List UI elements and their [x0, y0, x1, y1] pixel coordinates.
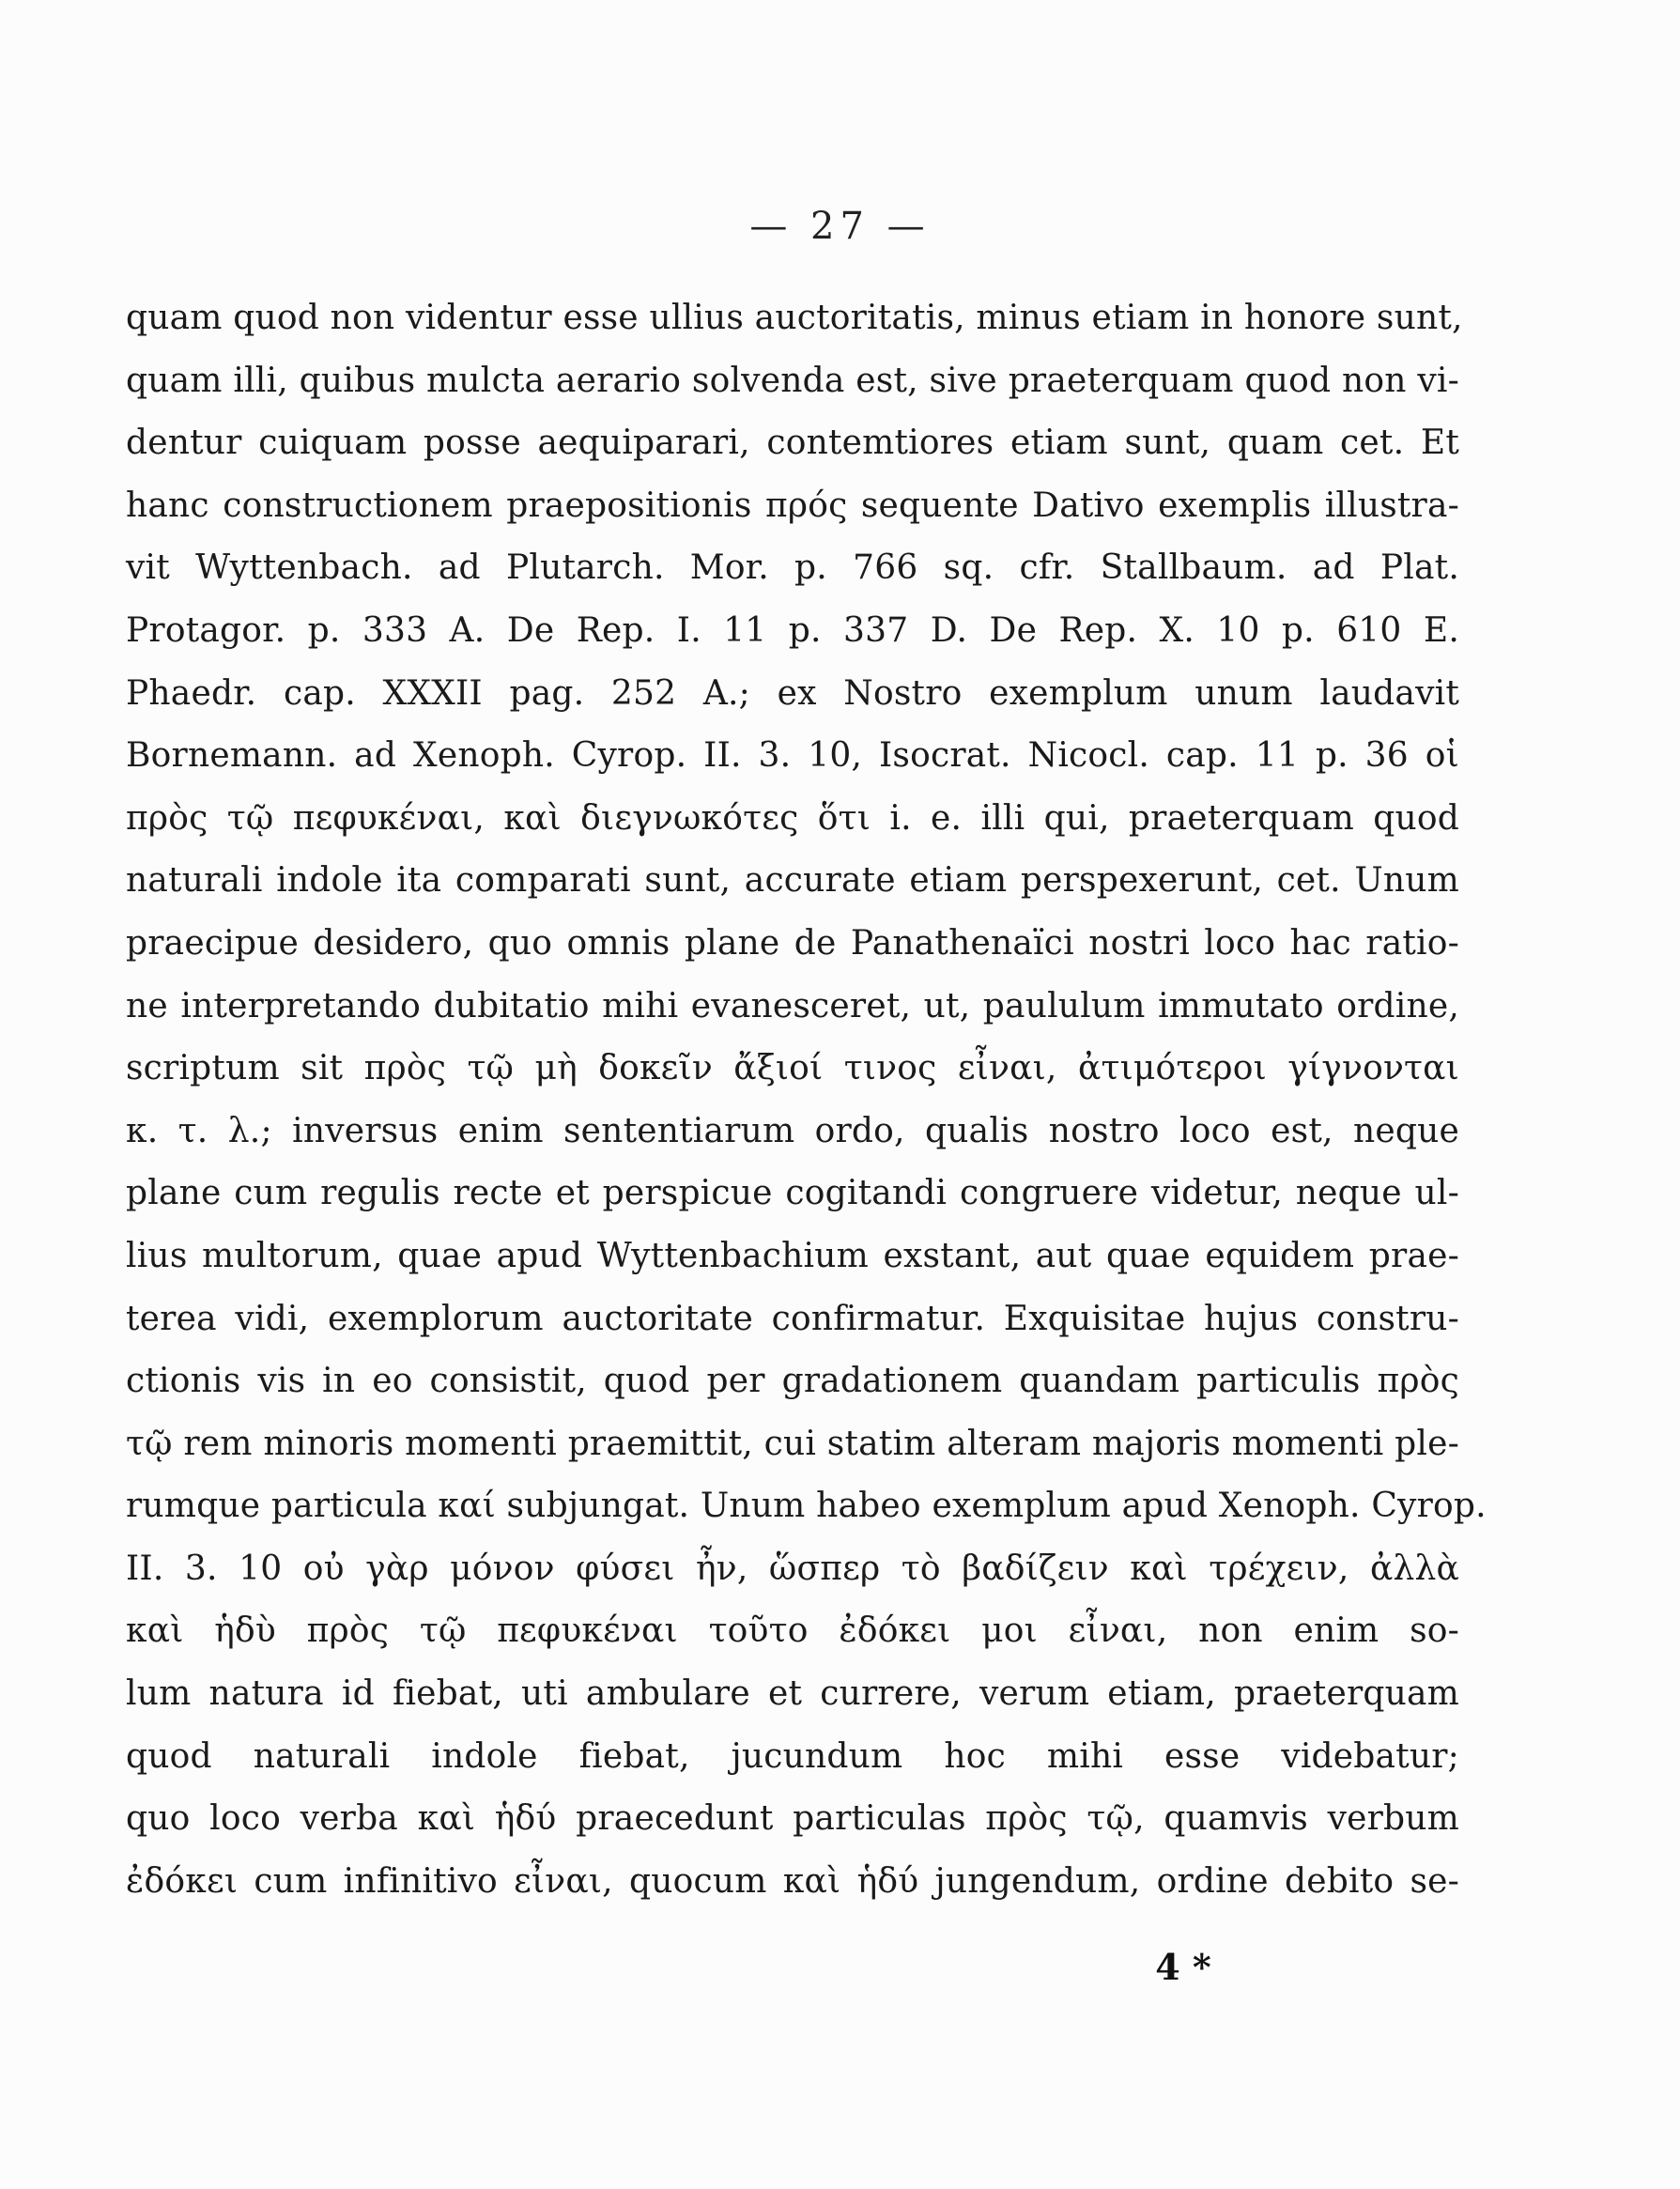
text-line-1: quam quod non videntur esse ullius auctoritatis, minus etiam in honore sunt,: [126, 299, 1463, 337]
text-line-3: dentur cuiquam posse aequiparari, contemtiores etiam sunt, quam cet. Et: [126, 424, 1459, 463]
text-line-8: Bornemann. ad Xenoph. Cyrop. II. 3. 10, Isocrat. Nicocl. cap. 11 p. 36 οἱ: [126, 736, 1459, 776]
body-text: [126, 287, 1487, 1913]
text-line-21: II. 3. 10 οὐ γὰρ μόνον φύσει ἦν, ὥσπερ τὸ βαδίζειν καὶ τρέχειν, ἀλλὰ: [126, 1549, 1459, 1588]
text-line-23: lum natura id fiebat, uti ambulare et currere, verum etiam, praeterquam: [126, 1674, 1459, 1714]
text-line-16: lius multorum, quae apud Wyttenbachium exstant, aut quae equidem prae-: [126, 1236, 1459, 1275]
text-line-11: praecipue desidero, quo omnis plane de Panathenaïci nostri loco hac ratio-: [126, 923, 1459, 963]
text-line-7: Phaedr. cap. XXXII pag. 252 A.; ex Nostro exemplum unum laudavit: [126, 673, 1459, 713]
text-line-26: ἐδόκει cum infinitivo εἶναι, quocum καὶ ἡδύ jungendum, ordine debito se-: [126, 1861, 1459, 1901]
text-line-6: Protagor. p. 333 A. De Rep. I. 11 p. 337 D. De Rep. X. 10 p. 610 E.: [126, 610, 1459, 650]
text-line-17: terea vidi, exemplorum auctoritate confirmatur. Exquisitae hujus constru-: [126, 1299, 1459, 1338]
text-line-15: plane cum regulis recte et perspicue cogitandi congruere videtur, neque ul-: [126, 1174, 1459, 1213]
text-line-9: πρὸς τῷ πεφυκέναι, καὶ διεγνωκότες ὅτι i. e. illi qui, praeterquam quod: [126, 798, 1459, 838]
text-line-2: quam illi, quibus mulcta aerario solvenda est, sive praeterquam quod non vi-: [126, 361, 1459, 400]
text-line-10: naturali indole ita comparati sunt, accurate etiam perspexerunt, cet. Unum: [126, 861, 1459, 901]
text-line-20: rumque particula καί subjungat. Unum habeo exemplum apud Xenoph. Cyrop.: [126, 1487, 1487, 1526]
text-line-18: ctionis vis in eo consistit, quod per gradationem quandam particulis πρὸς: [126, 1362, 1459, 1401]
text-line-4: hanc constructionem praepositionis πρός sequente Dativo exemplis illustra-: [126, 486, 1459, 525]
text-line-14: κ. τ. λ.; inversus enim sententiarum ordo, qualis nostro loco est, neque: [126, 1111, 1459, 1150]
page-number: — 27 —: [749, 205, 931, 248]
text-line-24: quod naturali indole fiebat, jucundum hoc mihi esse videbatur;: [126, 1736, 1459, 1776]
text-line-13: scriptum sit πρὸς τῷ μὴ δοκεῖν ἄξιοί τινος εἶναι, ἀτιμότεροι γίγνονται: [126, 1049, 1459, 1088]
text-line-22: καὶ ἡδὺ πρὸς τῷ πεφυκέναι τοῦτο ἐδόκει μοι εἶναι, non enim so-: [126, 1611, 1459, 1651]
signature-mark: 4 *: [1155, 1946, 1211, 1988]
text-line-19: τῷ rem minoris momenti praemittit, cui statim alteram majoris momenti ple-: [126, 1424, 1459, 1463]
text-line-5: vit Wyttenbach. ad Plutarch. Mor. p. 766 sq. cfr. Stallbaum. ad Plat.: [126, 548, 1459, 588]
text-line-25: quo loco verba καὶ ἡδύ praecedunt particulas πρὸς τῷ, quamvis verbum: [126, 1799, 1459, 1839]
text-line-12: ne interpretando dubitatio mihi evanesceret, ut, paululum immutato ordine,: [126, 986, 1459, 1025]
